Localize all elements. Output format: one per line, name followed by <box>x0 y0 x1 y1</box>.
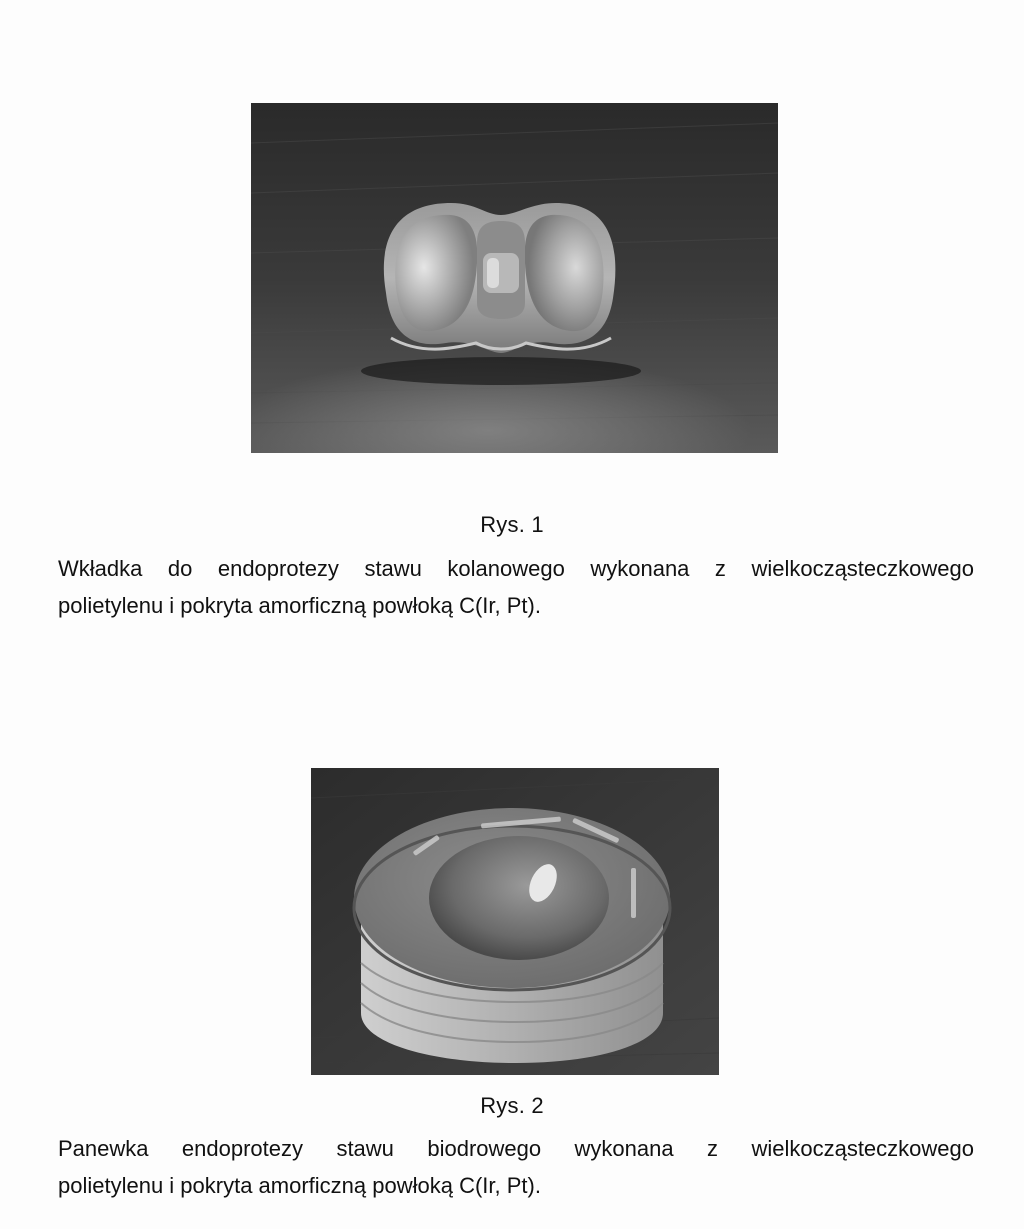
figure-1-caption-line-1: Wkładka do endoprotezy stawu kolanowego wykonana z wielkocząsteczkowego <box>58 556 974 581</box>
hip-cup-illustration <box>311 768 719 1075</box>
knee-insert-photo <box>251 103 778 453</box>
figure-2-caption-line-1: Panewka endoprotezy stawu biodrowego wykonana z wielkocząsteczkowego <box>58 1136 974 1161</box>
figure-2-caption-line-2: polietylenu i pokryta amorficzną powłoką C(Ir, Pt). <box>58 1173 541 1198</box>
figure-2-label: Rys. 2 <box>480 1093 544 1118</box>
figure-1-caption-line-2: polietylenu i pokryta amorficzną powłoką C(Ir, Pt). <box>58 593 541 618</box>
figure-2-caption <box>58 1130 974 1204</box>
figure-1-label: Rys. 1 <box>480 512 544 537</box>
knee-insert-illustration <box>251 103 778 453</box>
figure-1-caption <box>58 550 974 624</box>
hip-cup-photo <box>311 768 719 1075</box>
